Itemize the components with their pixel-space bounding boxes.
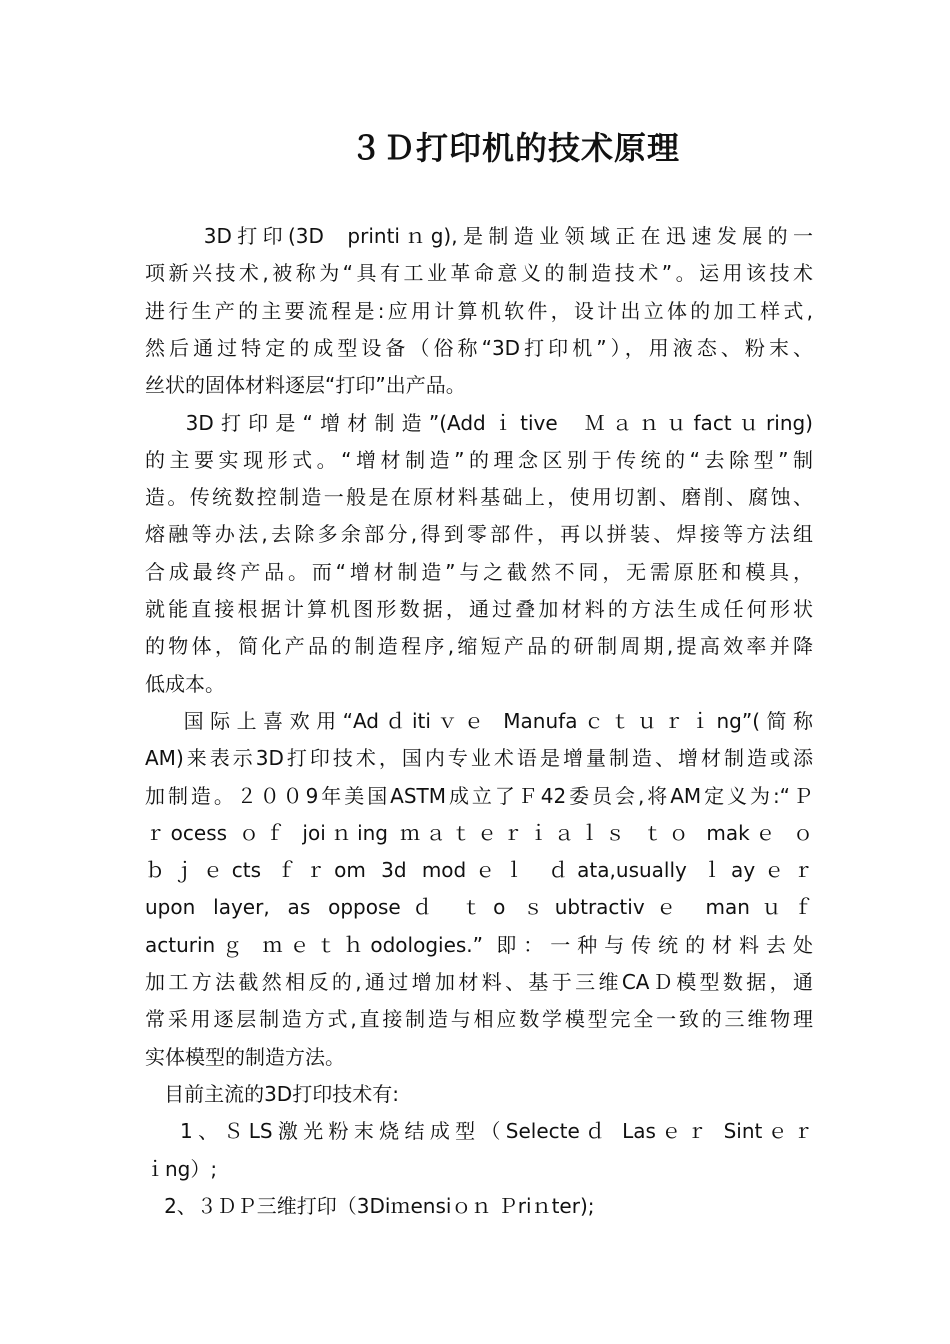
body-line: 3D打印(3D printiｎg),是制造业领域正在迅速发展的一	[145, 224, 813, 248]
body-line: 就能直接根据计算机图形数据，通过叠加材料的方法生成任何形状	[145, 597, 813, 621]
body-line: acturinｇ ｍｅｔｈodologies.” 即：一种与传统的材料去处	[145, 933, 813, 957]
body-line: 低成本。	[145, 672, 225, 696]
body-line: 国际上喜欢用“Adｄitiｖｅ Manufaｃｔｕｒｉng”(简称	[145, 709, 813, 733]
body-line: ｉng）;	[145, 1157, 218, 1181]
body-line: 目前主流的3D打印技术有:	[145, 1082, 399, 1106]
body-line: 熔融等办法,去除多余部分,得到零部件，再以拼装、焊接等方法组	[145, 522, 813, 546]
body-line: 常采用逐层制造方式,直接制造与相应数学模型完全一致的三维物理	[145, 1007, 813, 1031]
body-line: 2、３ＤＰ三维打印（3Diｍensiｏｎ Ｐriｎter);	[145, 1194, 595, 1218]
body-line: 加制造。２００9年美国ASTM成立了Ｆ42委员会,将AM定义为:“Ｐ	[145, 784, 813, 808]
body-line: 实体模型的制造方法。	[145, 1045, 345, 1069]
document-title: ３Ｄ打印机的技术原理	[349, 129, 680, 167]
body-line: 合成最终产品。而“增材制造”与之截然不同，无需原胚和模具，	[145, 560, 813, 584]
body-line: 项新兴技术,被称为“具有工业革命意义的制造技术”。运用该技术	[145, 261, 813, 285]
body-line: ｂｊｅcts ｆｒom 3d modｅｌ ｄata,usually ｌayｅｒ	[145, 858, 813, 882]
body-line: 的主要实现形式。“增材制造”的理念区别于传统的“去除型”制	[145, 448, 813, 472]
body-line: ｒocess ｏｆ joiｎing ｍａｔｅｒｉａｌｓ ｔｏ makｅ ｏ	[145, 821, 813, 845]
body-line: 3D打印是“增材制造”(Addｉtive Ｍａｎｕfactｕring)	[145, 411, 813, 435]
body-line: 丝状的固体材料逐层“打印”出产品。	[145, 373, 466, 397]
body-line: AM)来表示3D打印技术，国内专业术语是增量制造、增材制造或添	[145, 746, 813, 770]
body-line: 加工方法截然相反的,通过增加材料、基于三维CAＤ模型数据，通	[145, 970, 813, 994]
body-line: 1、ＳLS激光粉末烧结成型（Selecteｄ Lasｅｒ Sintｅｒ	[145, 1119, 813, 1143]
body-line: 的物体，简化产品的制造程序,缩短产品的研制周期,提高效率并降	[145, 634, 813, 658]
body-line: upon layer, as opposeｄ ｔo ｓubtractivｅ manｕｆ	[145, 895, 813, 919]
body-line: 进行生产的主要流程是:应用计算机软件，设计出立体的加工样式,	[145, 299, 813, 323]
body-line: 造。传统数控制造一般是在原材料基础上，使用切割、磨削、腐蚀、	[145, 485, 813, 509]
body-line: 然后通过特定的成型设备（俗称“3D打印机”），用液态、粉末、	[145, 336, 813, 360]
